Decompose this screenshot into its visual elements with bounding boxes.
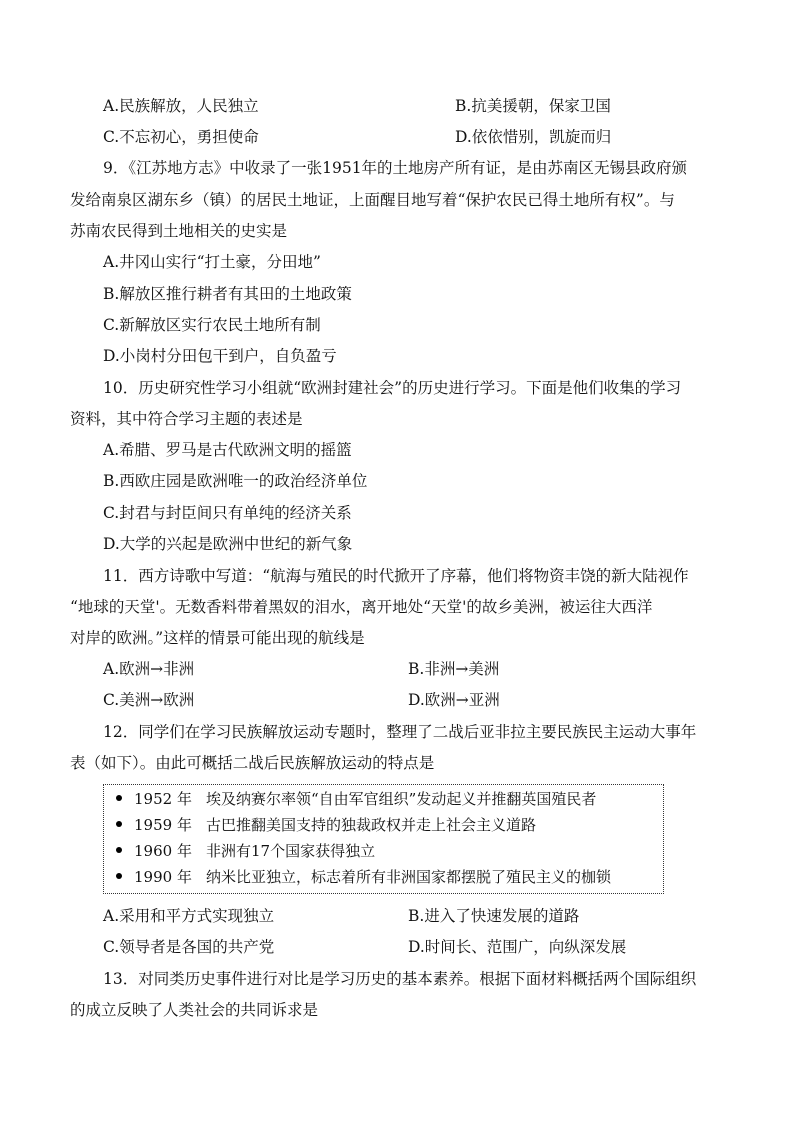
q13-stem-line-1: 13．对同类历史事件进行对比是学习历史的基本素养。根据下面材料概括两个国际组织	[103, 970, 697, 988]
table-event: 埃及纳赛尔率领“自由军官组织”发动起义并推翻英国殖民者	[206, 790, 597, 808]
bullet-icon	[116, 821, 122, 827]
q12-option-b: B.进入了快速发展的道路	[408, 907, 580, 925]
table-row	[112, 787, 596, 811]
q11-option-b: B.非洲→美洲	[408, 660, 500, 678]
q11-option-d: D.欧洲→亚洲	[408, 691, 500, 709]
q8-option-a: A.民族解放，人民独立	[103, 97, 259, 115]
q13-stem-line-2: 的成立反映了人类社会的共同诉求是	[70, 1001, 319, 1019]
q9-option-c: C.新解放区实行农民土地所有制	[103, 316, 321, 334]
q11-option-c: C.美洲→欧洲	[103, 691, 195, 709]
table-row	[112, 865, 611, 889]
q10-option-b: B.西欧庄园是欧洲唯一的政治经济单位	[103, 472, 368, 490]
q10-stem-line-1: 10．历史研究性学习小组就“欧洲封建社会”的历史进行学习。下面是他们收集的学习	[103, 379, 682, 397]
q9-stem-line-2: 发给南泉区湖东乡（镇）的居民土地证，上面醒目地写着“保护农民已得土地所有权”。与	[70, 191, 675, 209]
table-event: 非洲有17个国家获得独立	[206, 842, 376, 860]
q9-option-a: A.井冈山实行“打土豪，分田地”	[103, 253, 321, 271]
q11-option-a: A.欧洲→非洲	[103, 660, 195, 678]
q12-option-c: C.领导者是各国的共产党	[103, 938, 275, 956]
table-row	[112, 839, 375, 863]
table-event: 古巴推翻美国支持的独裁政权并走上社会主义道路	[206, 816, 537, 834]
q12-option-d: D.时间长、范围广，向纵深发展	[408, 938, 627, 956]
q9-option-d: D.小岗村分田包干到户，自负盈亏	[103, 347, 337, 365]
table-year: 1990 年	[134, 868, 192, 886]
q8-option-d: D.依依惜别，凯旋而归	[455, 128, 612, 146]
q8-option-b: B.抗美援朝，保家卫国	[455, 97, 611, 115]
q9-stem-line-3: 苏南农民得到土地相关的史实是	[70, 222, 288, 240]
bullet-icon	[116, 873, 122, 879]
q9-stem-line-1: 9．《江苏地方志》中收录了一张1951年的土地房产所有证，是由苏南区无锡县政府颁	[103, 159, 688, 177]
bullet-icon	[116, 847, 122, 853]
q12-stem-line-1: 12．同学们在学习民族解放运动专题时，整理了二战后亚非拉主要民族民主运动大事年	[103, 723, 697, 741]
q9-option-b: B.解放区推行耕者有其田的土地政策	[103, 285, 352, 303]
bullet-icon	[116, 795, 122, 801]
q10-option-c: C.封君与封臣间只有单纯的经济关系	[103, 504, 352, 522]
q11-stem-line-1: 11．西方诗歌中写道：“航海与殖民的时代掀开了序幕，他们将物资丰饶的新大陆视作	[103, 567, 689, 585]
table-event: 纳米比亚独立，标志着所有非洲国家都摆脱了殖民主义的枷锁	[206, 868, 612, 886]
q11-stem-line-2: “地球的天堂'。无数香料带着黑奴的泪水，离开地处“天堂'的故乡美洲，被运往大西洋	[70, 598, 653, 616]
q11-stem-line-3: 对岸的欧洲。”这样的情景可能出现的航线是	[70, 629, 365, 647]
table-year: 1952 年	[134, 790, 192, 808]
q12-chronology-table	[103, 784, 664, 894]
table-year: 1959 年	[134, 816, 192, 834]
q10-option-a: A.希腊、罗马是古代欧洲文明的摇篮	[103, 441, 352, 459]
q10-stem-line-2: 资料，其中符合学习主题的表述是	[70, 410, 303, 428]
table-row	[112, 813, 536, 837]
q8-option-c: C.不忘初心，勇担使命	[103, 128, 259, 146]
q12-stem-line-2: 表（如下）。由此可概括二战后民族解放运动的特点是	[70, 754, 435, 772]
q12-option-a: A.采用和平方式实现独立	[103, 907, 275, 925]
table-year: 1960 年	[134, 842, 192, 860]
q10-option-d: D.大学的兴起是欧洲中世纪的新气象	[103, 535, 353, 553]
